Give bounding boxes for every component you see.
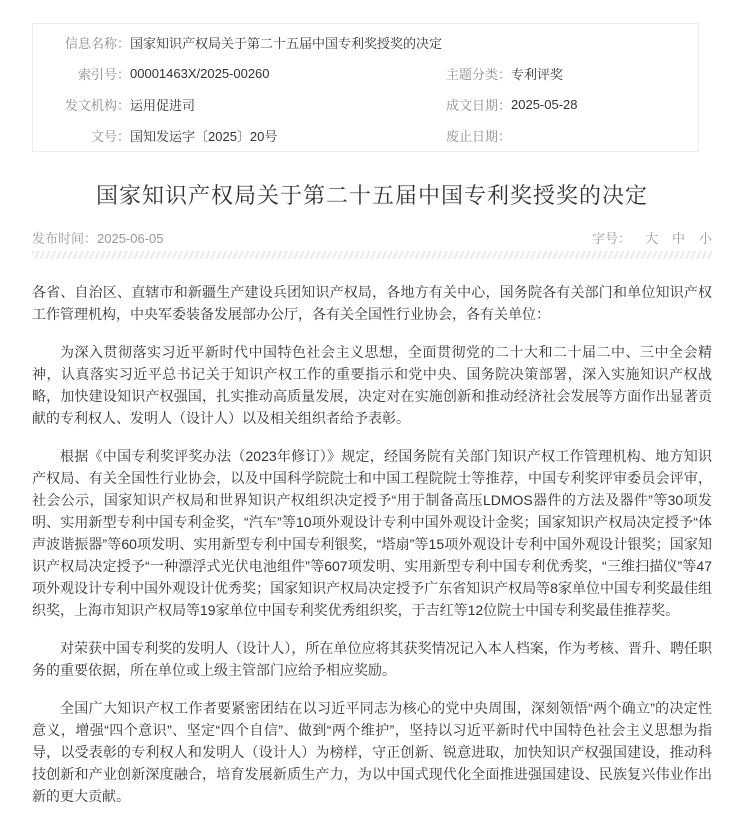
font-size-medium-button[interactable]: 中 [671,230,685,246]
meta-cell-repeal-date [433,126,698,145]
document-page [32,23,712,807]
paragraph-record-reward: 对荣获中国专利奖的发明人（设计人），所在单位应将其获奖情况记入本人档案，作为考核、晋升、聘任职务的重要依据，所在单位或上级主管部门应给予相应奖励。 [32,640,712,678]
meta-cell-info-name [33,33,698,52]
field-value-issuing-org: 运用促进司 [130,98,196,113]
field-value-subject-class: 专利评奖 [511,67,564,82]
font-size-control [592,228,712,247]
field-label-issuing-org: 发文机构： [64,98,130,113]
field-label-index-no: 索引号： [77,67,130,82]
publish-time-label: 发布时间： [32,230,98,246]
paragraph-salutation: 各省、自治区、直辖市和新疆生产建设兵团知识产权局，各地方有关中心，国务院各有关部门和单位知识产权工作管理机构，中央军委装备发展部办公厅，各有关全国性行业协会，各有关单位： [32,284,712,322]
field-value-doc-no: 国知发运字〔2025〕20号 [130,129,278,144]
field-value-info-name: 国家知识产权局关于第二十五届中国专利奖授奖的决定 [130,36,443,51]
field-label-written-date: 成文日期： [445,98,511,113]
article-body [32,281,712,807]
meta-row-org [33,89,698,120]
publish-time-value: 2025-06-05 [97,230,164,246]
publish-time [32,228,164,247]
meta-cell-doc-no [33,126,433,145]
meta-row-info-name [33,27,698,58]
paragraph-purpose: 为深入贯彻落实习近平新时代中国特色社会主义思想，全面贯彻党的二十大和二十届二中、三中全会精神，认真落实习近平总书记关于知识产权工作的重要指示和党中央、国务院决策部署，深入实施知识产权战略，加快建设知识产权强国，扎实推动高质量发展，决定对在实施创新和推动经济社会发展等方面作出显著贡献的专利权人、发明人（设计人）以及相关组织者给予表彰。 [32,344,712,426]
article-meta-row [32,228,712,246]
meta-row-index [33,58,698,89]
field-value-written-date: 2025-05-28 [511,97,578,112]
hatched-divider [32,251,712,259]
field-label-repeal-date: 废止日期： [445,129,511,144]
meta-cell-subject-class [433,64,698,83]
paragraph-closing-call: 全国广大知识产权工作者要紧密团结在以习近平同志为核心的党中央周围，深刻领悟“两个确立”的决定性意义，增强“四个意识”、坚定“四个自信”、做到“两个维护”，坚持以习近平新时代中国特色社会主义思想为指导，以受表彰的专利权人和发明人（设计人）为榜样，守正创新、锐意进取，加快知识产权强国建设，推动科技创新和产业创新深度融合，培育发展新质生产力，为以中国式现代化全面推进强国建设、民族复兴伟业作出新的更大贡献。 [32,700,712,804]
font-size-small-button[interactable]: 小 [698,230,712,246]
font-size-large-button[interactable]: 大 [644,230,658,246]
meta-cell-written-date [433,95,698,114]
field-value-index-no: 00001463X/2025-00260 [130,66,270,81]
field-label-info-name: 信息名称： [64,36,130,51]
font-size-label: 字号： [591,230,631,246]
field-label-doc-no: 文号： [90,129,130,144]
paragraph-award-decision: 根据《中国专利奖评奖办法（2023年修订）》规定，经国务院有关部门知识产权工作管理机构、地方知识产权局、有关全国性行业协会，以及中国科学院院士和中国工程院院士等推荐，中国专利奖评审委员会评审，社会公示，国家知识产权局和世界知识产权组织决定授予“用于制备高压LDMOS器件的方法及器件”等30项发明、实用新型专利中国专利金奖，“汽车”等10项外观设计专利中国外观设计金奖；国家知识产权局决定授予“体声波谐振器”等60项发明、实用新型专利中国专利银奖，“塔扇”等15项外观设计专利中国外观设计银奖；国家知识产权局决定授予“一种漂浮式光伏电池组件”等607项发明、实用新型专利中国专利优秀奖，“三维扫描仪”等47项外观设计专利中国外观设计优秀奖；国家知识产权局决定授予广东省知识产权局等8家单位中国专利奖最佳组织奖，上海市知识产权局等19家单位中国专利奖优秀组织奖，于吉红等12位院士中国专利奖最佳推荐奖。 [32,448,712,618]
meta-cell-index-no [33,64,433,83]
article-title: 国家知识产权局关于第二十五届中国专利奖授奖的决定 [95,183,648,208]
meta-row-docno [33,120,698,151]
info-summary-box [32,23,699,152]
meta-cell-issuing-org [33,95,433,114]
field-label-subject-class: 主题分类： [445,67,511,82]
